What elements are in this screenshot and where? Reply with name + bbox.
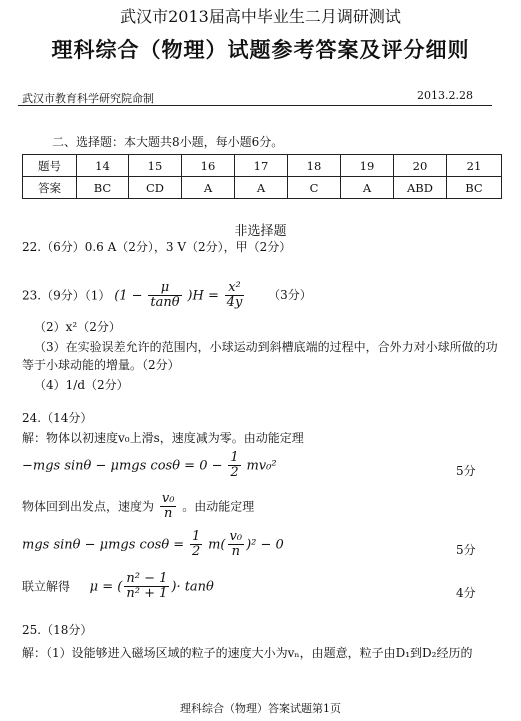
- table-cell: BC: [447, 177, 502, 199]
- numerator: x²: [225, 281, 245, 296]
- table-cell: 15: [129, 155, 182, 177]
- formula-text: −mgs sinθ − μmgs cosθ = 0 −: [22, 458, 223, 474]
- denominator: n: [163, 506, 173, 522]
- fraction: [190, 530, 202, 560]
- table-cell: ABD: [394, 177, 447, 199]
- exam-title: 武汉市2013届高中毕业生二月调研测试: [120, 7, 401, 26]
- formula-text: mv₀²: [246, 458, 277, 474]
- q25-line1: 解：（1）设能够进入磁场区域的粒子的速度大小为vₙ，由题意，粒子由D₁到D₂经历的: [22, 646, 473, 660]
- table-cell: 18: [288, 155, 341, 177]
- table-cell: BC: [77, 177, 129, 199]
- text: 联立解得: [22, 579, 71, 594]
- q23-part3-line2: 等于小球动能的增量。（2分）: [22, 358, 180, 372]
- table-cell: 14: [77, 155, 129, 177]
- formula-text: m(: [208, 537, 226, 553]
- q23-part1: [22, 281, 312, 311]
- q24-score1: 5分: [456, 464, 476, 478]
- fraction: [225, 281, 245, 311]
- numerator: v₀: [161, 491, 175, 506]
- numerator: 1: [192, 529, 201, 544]
- q23-part3-line1: （3）在实验误差允许的范围内，小球运动到斜槽底端的过程中，合外力对小球所做的功: [34, 340, 498, 354]
- denominator: 4y: [226, 295, 243, 311]
- q24-line1: 解：物体以初速度v₀上滑s，速度减为零。由动能定理: [22, 431, 304, 445]
- q24-score2: 5分: [456, 543, 476, 557]
- table-cell: 16: [182, 155, 235, 177]
- formula-text: )² − 0: [246, 537, 284, 553]
- page-footer: 理科综合（物理）答案试题第1页: [180, 702, 341, 715]
- table-cell: C: [288, 177, 341, 199]
- fraction: [228, 451, 240, 481]
- answer-table: [22, 154, 502, 199]
- mc-section-heading: 二、选择题：本大题共8小题，每小题6分。: [52, 135, 284, 149]
- denominator: 2: [230, 465, 239, 481]
- document-title: 理科综合（物理）试题参考答案及评分细则: [51, 37, 470, 62]
- numerator: μ: [148, 281, 181, 296]
- table-cell: CD: [129, 177, 182, 199]
- q24-line2: [22, 492, 254, 522]
- table-cell: 20: [394, 155, 447, 177]
- formula-text: (1 −: [114, 288, 143, 304]
- table-cell: A: [182, 177, 235, 199]
- q23-part4: （4）1/d（2分）: [34, 378, 129, 392]
- denominator: 2: [192, 544, 201, 560]
- text: 物体回到出发点，速度为: [22, 499, 155, 514]
- q24-equation2: [22, 530, 284, 560]
- numerator: v₀: [229, 529, 243, 544]
- denominator: tanθ: [150, 295, 180, 311]
- table-cell: A: [341, 177, 394, 199]
- q22-answer: 22.（6分）0.6 A（2分），3 V（2分），甲（2分）: [22, 240, 292, 254]
- table-header-cell: 题号: [23, 155, 77, 177]
- q23-part2: （2）x²（2分）: [34, 320, 121, 334]
- header-divider: [18, 105, 492, 106]
- publish-date: 2013.2.28: [417, 89, 473, 102]
- q24-score3: 4分: [456, 586, 476, 600]
- table-row: [23, 155, 502, 177]
- numerator: 1: [230, 450, 239, 465]
- fraction: [124, 572, 169, 602]
- denominator: n² + 1: [126, 586, 168, 602]
- fraction: [160, 492, 177, 522]
- table-cell: 19: [341, 155, 394, 177]
- q25-heading: 25.（18分）: [22, 623, 93, 637]
- fraction: [228, 530, 245, 560]
- q24-equation1: [22, 451, 277, 481]
- publisher: 武汉市教育科学研究院命制: [22, 92, 154, 105]
- table-header-cell: 答案: [23, 177, 77, 199]
- table-row: [23, 177, 502, 199]
- q23-lead: 23.（9分）（1）: [22, 288, 111, 303]
- q24-equation3: [22, 572, 214, 602]
- table-cell: A: [235, 177, 288, 199]
- formula-text: )· tanθ: [171, 579, 214, 595]
- denominator: n: [231, 544, 240, 560]
- table-cell: 17: [235, 155, 288, 177]
- formula-text: )H =: [187, 288, 219, 304]
- table-cell: 21: [447, 155, 502, 177]
- fraction: [148, 281, 181, 311]
- nonchoice-heading: 非选择题: [234, 224, 287, 239]
- score: （3分）: [268, 288, 312, 303]
- formula-text: mgs sinθ − μmgs cosθ =: [22, 537, 185, 553]
- numerator: n² − 1: [126, 571, 168, 586]
- q24-heading: 24.（14分）: [22, 411, 93, 425]
- text: 。由动能定理: [182, 499, 255, 514]
- formula-text: μ = (: [89, 579, 123, 595]
